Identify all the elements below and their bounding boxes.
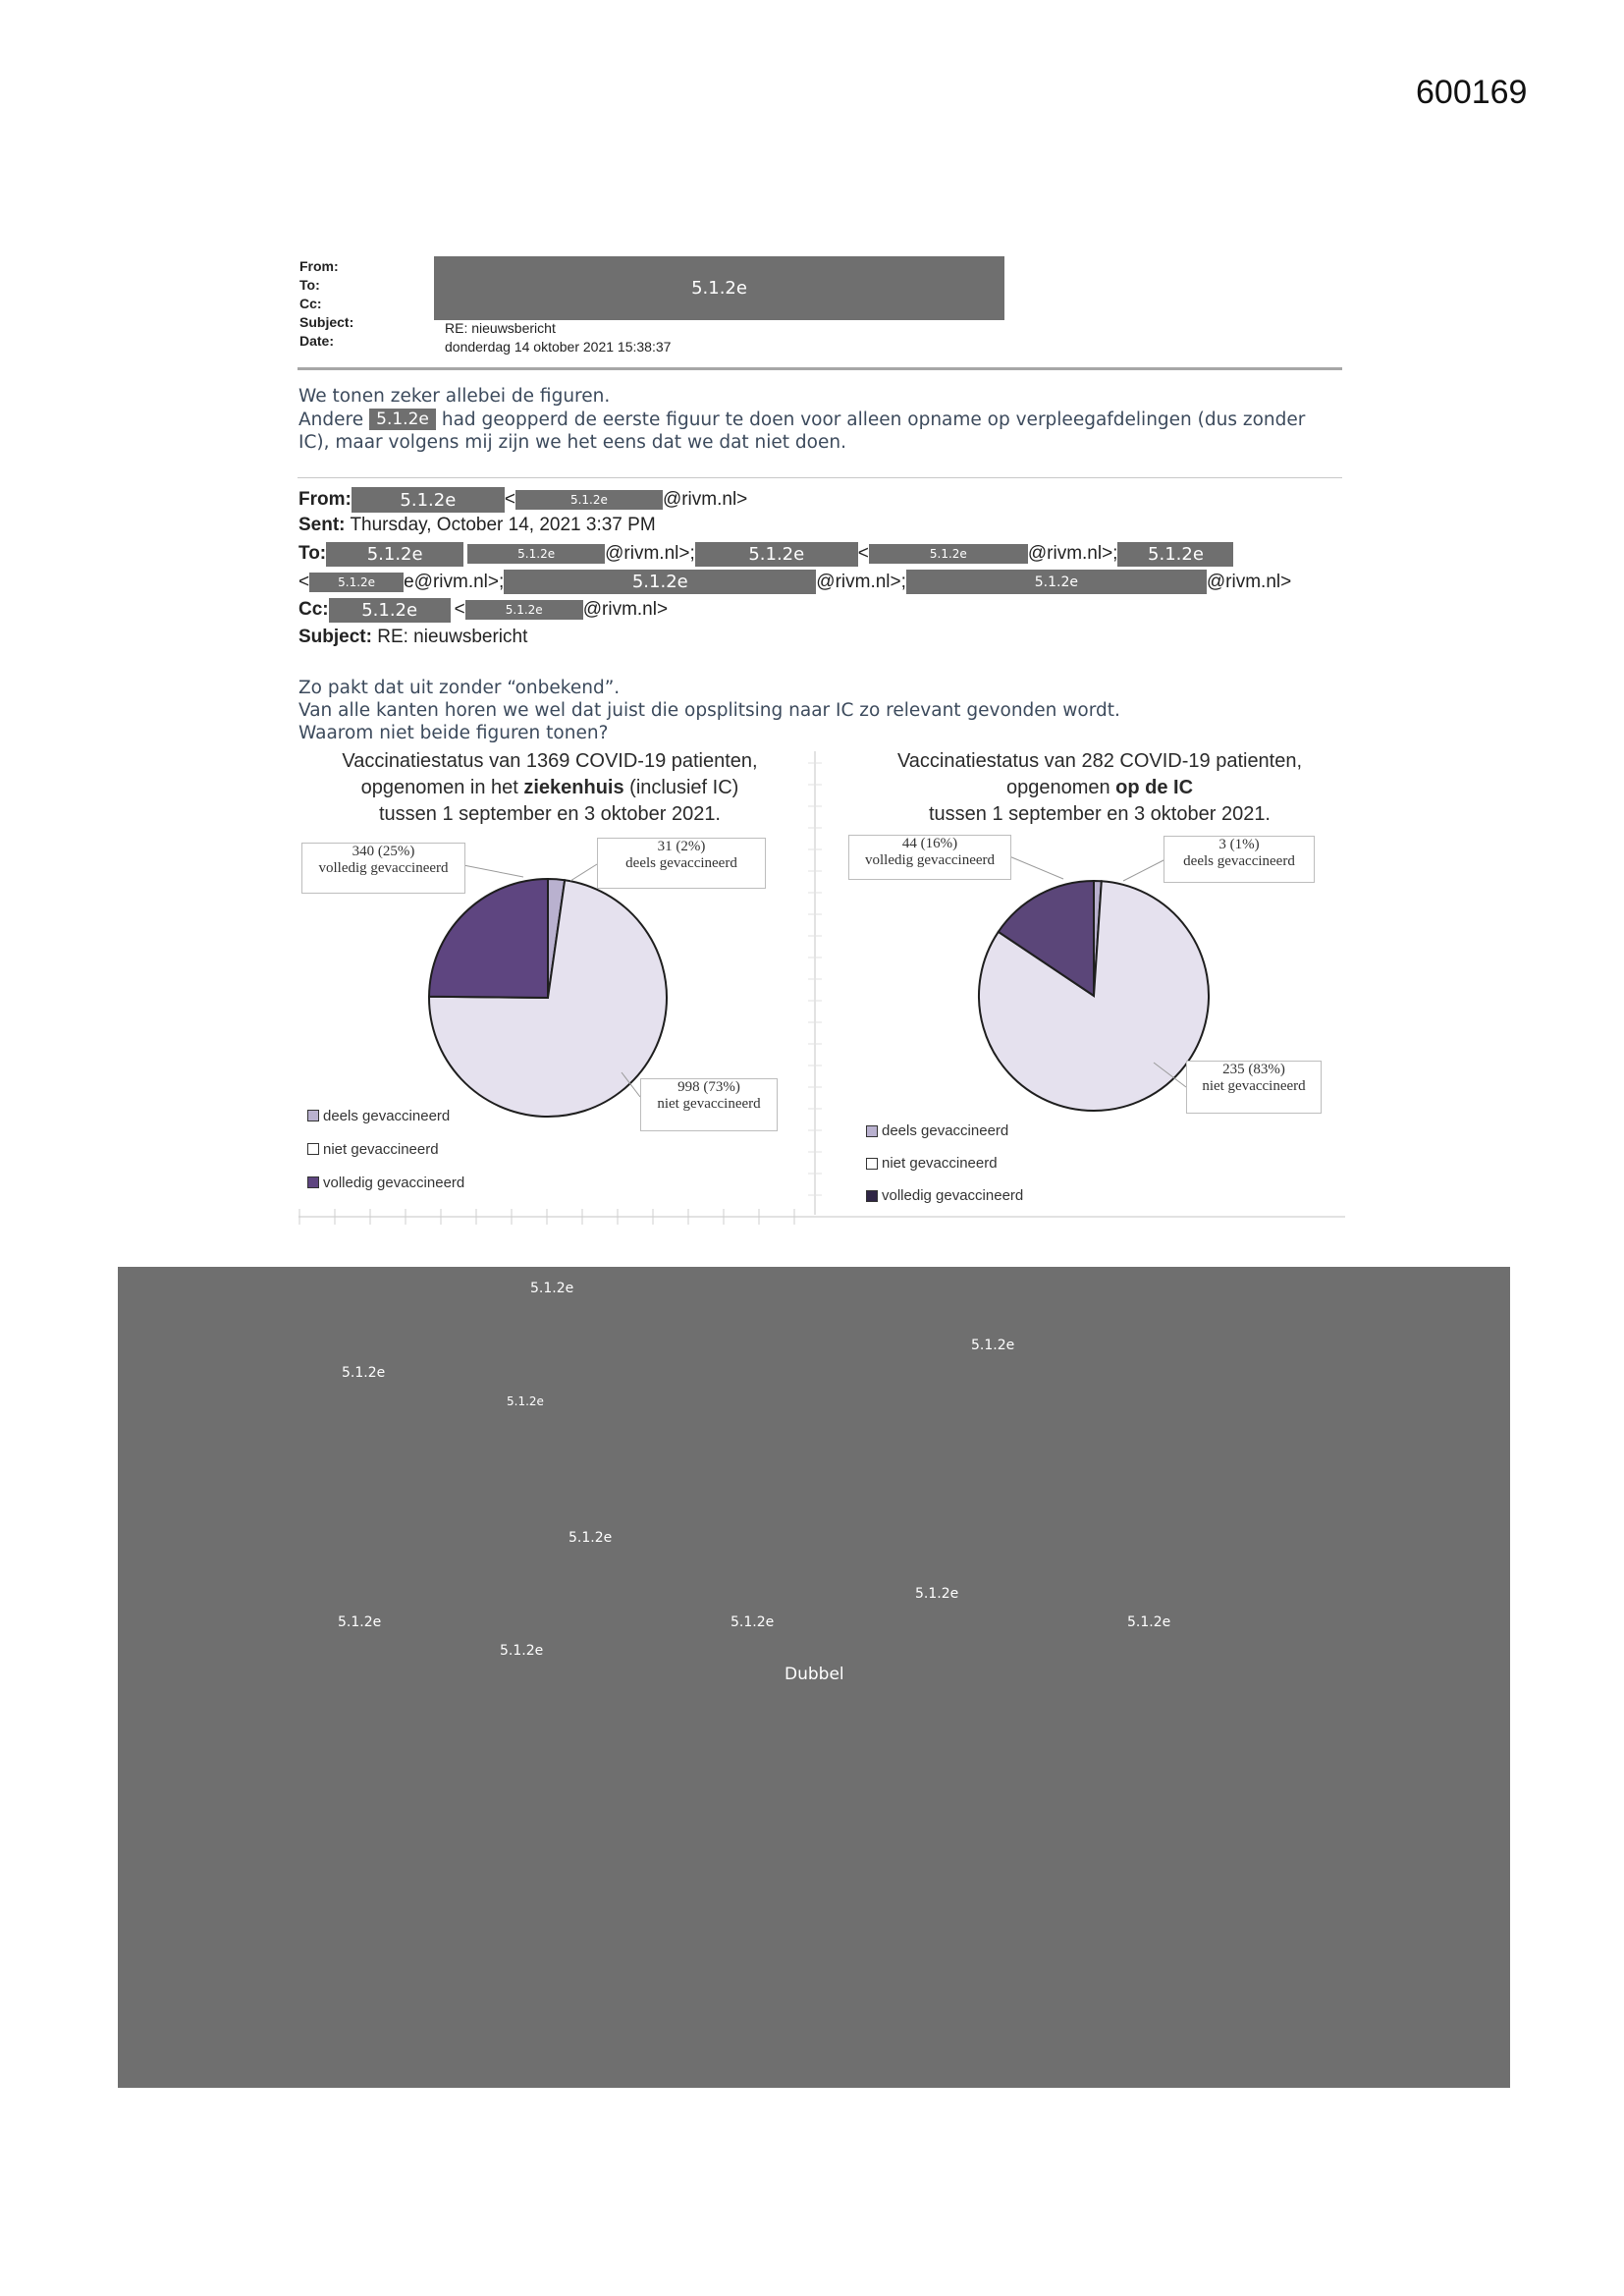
- email2-body-line3: Waarom niet beide figuren tonen?: [298, 723, 609, 743]
- chart1-label-none: 998 (73%) niet gevaccineerd: [640, 1078, 778, 1131]
- redaction-label: 5.1.2e: [530, 1281, 574, 1296]
- email1-date: donderdag 14 oktober 2021 15:38:37: [445, 339, 672, 355]
- email1-body-line2: Andere 5.1.2e had geopperd de eerste figuur te doen voor alleen opname op verpleegafdelingen (dus zonder: [298, 409, 1306, 430]
- redaction-inline: 5.1.2e: [326, 542, 463, 567]
- email2-sent-row: Sent: Thursday, October 14, 2021 3:37 PM: [298, 515, 656, 535]
- redaction-inline: 5.1.2e: [504, 570, 816, 594]
- legend-item: deels gevaccineerd: [866, 1115, 1023, 1147]
- redaction-word: Dubbel: [785, 1665, 844, 1684]
- redaction-inline: 5.1.2e: [467, 544, 605, 564]
- redaction-inline: 5.1.2e: [1117, 542, 1233, 567]
- email2-body-line2: Van alle kanten horen we wel dat juist die opsplitsing naar IC zo relevant gevonden wordt.: [298, 700, 1120, 721]
- legend-item: niet gevaccineerd: [307, 1132, 464, 1166]
- legend-swatch: [307, 1176, 319, 1188]
- email2-body-line1: Zo pakt dat uit zonder “onbekend”.: [298, 678, 621, 698]
- email2-cc-row: Cc: 5.1.2e < 5.1.2e @rivm.nl>: [298, 599, 669, 621]
- chart2-label-partial: 3 (1%) deels gevaccineerd: [1164, 836, 1315, 883]
- legend-swatch: [866, 1158, 878, 1170]
- to-label: To:: [299, 277, 320, 293]
- email1-body-line3: IC), maar volgens mij zijn we het eens dat we dat niet doen.: [298, 432, 846, 453]
- email2-subject-row: Subject: RE: nieuwsbericht: [298, 627, 528, 647]
- redaction-label: 5.1.2e: [568, 1530, 613, 1546]
- redaction-label: 5.1.2e: [338, 1614, 382, 1630]
- redacted-region: [118, 1267, 1510, 2088]
- email2-from-row: From: 5.1.2e < 5.1.2e @rivm.nl>: [298, 487, 747, 513]
- from-label: From:: [299, 258, 339, 274]
- date-label: Date:: [299, 333, 335, 349]
- chart1-title: Vaccinatiestatus van 1369 COVID-19 patienten, opgenomen in het ziekenhuis (inclusief IC) tussen 1 september en 3 oktober 2021.: [342, 750, 758, 825]
- chart1-legend: [307, 1099, 464, 1199]
- email1-header-labels: [299, 257, 353, 351]
- redaction-label: 5.1.2e: [731, 1614, 775, 1630]
- redaction-inline: 5.1.2e: [869, 544, 1028, 564]
- redaction-label: 5.1.2e: [342, 1365, 386, 1381]
- redaction-inline: 5.1.2e: [515, 490, 663, 510]
- legend-item: deels gevaccineerd: [307, 1099, 464, 1132]
- cc-label: Cc:: [299, 296, 322, 311]
- redaction-inline: 5.1.2e: [352, 487, 505, 513]
- legend-item: niet gevaccineerd: [866, 1147, 1023, 1179]
- email1-body-line1: We tonen zeker allebei de figuren.: [298, 386, 611, 407]
- email1-subject: RE: nieuwsbericht: [445, 320, 556, 336]
- chart2-legend: [866, 1115, 1023, 1212]
- redaction-label: 5.1.2e: [915, 1586, 959, 1602]
- redaction-inline: 5.1.2e: [369, 409, 436, 430]
- email2-to-row: To: 5.1.2e 5.1.2e @rivm.nl>; 5.1.2e < 5.1.2e @rivm.nl>; 5.1.2e: [298, 541, 1233, 567]
- legend-swatch: [866, 1125, 878, 1137]
- redaction-inline: 5.1.2e: [465, 600, 583, 620]
- legend-swatch: [307, 1143, 319, 1155]
- redaction-label: 5.1.2e: [971, 1338, 1015, 1353]
- chart1-label-full: 340 (25%) volledig gevaccineerd: [301, 843, 465, 894]
- redaction-inline: 5.1.2e: [695, 542, 858, 567]
- chart2-title: Vaccinatiestatus van 282 COVID-19 patienten, opgenomen op de IC tussen 1 september en 3 oktober 2021.: [896, 750, 1303, 825]
- legend-swatch: [307, 1110, 319, 1121]
- chart2-label-none: 235 (83%) niet gevaccineerd: [1186, 1061, 1322, 1114]
- redaction-label: 5.1.2e: [500, 1643, 544, 1659]
- redaction-label: 5.1.2e: [507, 1394, 544, 1408]
- reply-divider: [298, 477, 1342, 478]
- legend-swatch: [866, 1190, 878, 1202]
- document-number: 600169: [1416, 74, 1528, 111]
- chart2-label-full: 44 (16%) volledig gevaccineerd: [848, 835, 1011, 880]
- redaction-inline: 5.1.2e: [329, 598, 451, 623]
- legend-item: volledig gevaccineerd: [866, 1179, 1023, 1212]
- redaction-label: 5.1.2e: [1127, 1614, 1171, 1630]
- redaction-inline: 5.1.2e: [309, 573, 404, 592]
- subject-label: Subject:: [299, 314, 354, 330]
- email2-to-row2: < 5.1.2e e@rivm.nl>; 5.1.2e @rivm.nl>; 5.1.2e @rivm.nl>: [298, 571, 1292, 592]
- chart1-label-partial: 31 (2%) deels gevaccineerd: [597, 838, 766, 889]
- redaction-inline: 5.1.2e: [906, 570, 1207, 594]
- legend-item: volledig gevaccineerd: [307, 1166, 464, 1199]
- header-divider: [298, 367, 1342, 370]
- redaction-block: 5.1.2e: [434, 256, 1004, 320]
